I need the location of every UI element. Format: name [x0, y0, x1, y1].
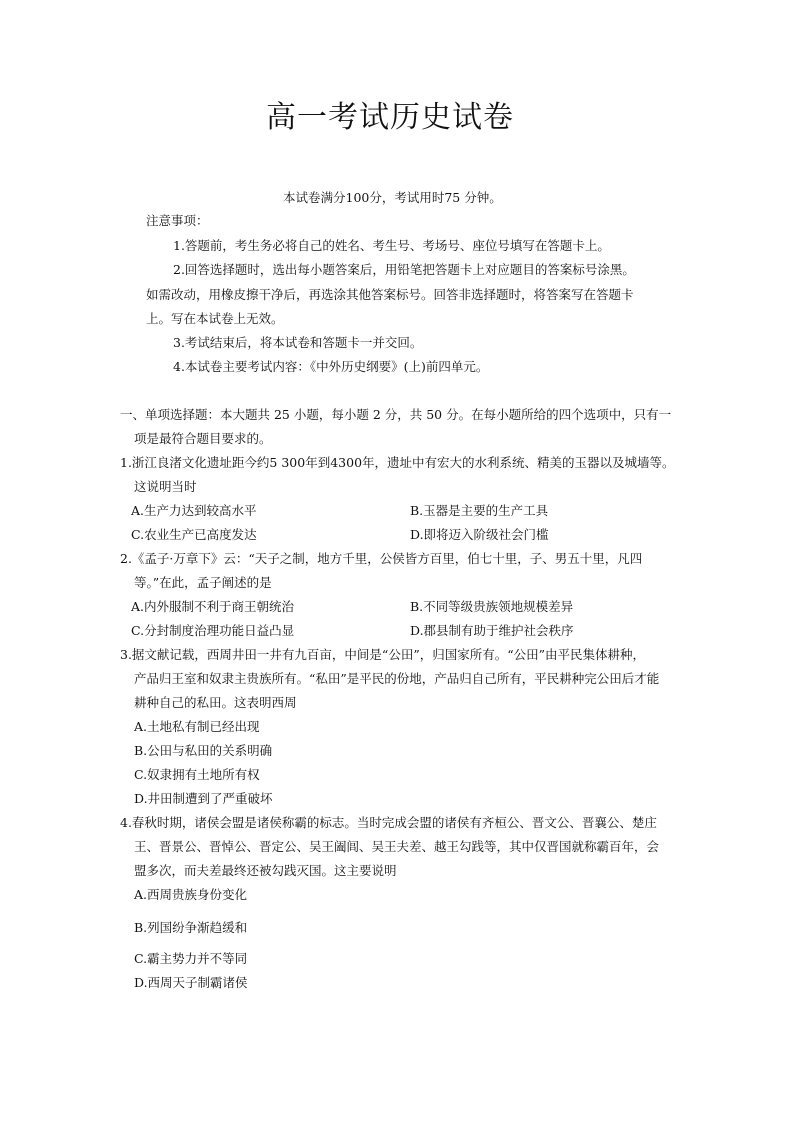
- question-stem-cont: 这说明当时: [134, 479, 197, 494]
- option-a: A.生产力达到较高水平: [131, 503, 257, 518]
- option-c: C.分封制度治理功能日益凸显: [131, 623, 295, 638]
- option-d: D.西周天子制霸诸侯: [134, 975, 248, 990]
- question-stem-cont: 盟多次，而夫差最终还被勾践灭国。这主要说明: [134, 863, 397, 878]
- question-stem-cont: 耕种自己的私田。这表明西周: [134, 695, 297, 710]
- notice-heading: 注意事项：: [146, 213, 209, 228]
- section-heading: 一、单项选择题：本大题共 25 小题，每小题 2 分，共 50 分。在每小题所给的四个选项中，只有一: [120, 407, 672, 422]
- question-stem-cont: 产品归王室和奴隶主贵族所有。“私田”是平民的份地，产品归自己所有，平民耕种完公田后才能: [134, 671, 660, 686]
- notice-item-1: 1.答题前，考生务必将自己的姓名、考生号、考场号、座位号填写在答题卡上。: [173, 238, 610, 253]
- option-c: C.农业生产已高度发达: [131, 527, 257, 542]
- notice-item-4: 4.本试卷主要考试内容：《中外历史纲要》(上)前四单元。: [173, 359, 489, 374]
- question-stem: 1.浙江良渚文化遗址距今约5 300年到4300年，遗址中有宏大的水利系统、精美的玉器以及城墙等。: [120, 455, 675, 470]
- question-stem: 2.《孟子·万章下》云：“天子之制，地方千里，公侯皆方百里，伯七十里，子、男五十里，凡四: [120, 551, 643, 566]
- option-d: D.即将迈入阶级社会门槛: [410, 527, 549, 542]
- notice-item-3: 3.考试结束后，将本试卷和答题卡一并交回。: [173, 335, 423, 350]
- option-b: B.公田与私田的关系明确: [134, 743, 273, 758]
- page-title: 高一考试历史试卷: [266, 100, 514, 135]
- option-d: D.井田制遭到了严重破坏: [134, 791, 273, 806]
- notice-item-2: 2.回答选择题时，选出每小题答案后，用铅笔把答题卡上对应题目的答案标号涂黑。: [173, 262, 635, 277]
- exam-subtitle: 本试卷满分100分，考试用时75 分钟。: [283, 190, 502, 205]
- section-heading-cont: 项是最符合题目要求的。: [134, 431, 272, 446]
- question-stem-cont: 王、晋景公、晋悼公、晋定公、吴王阖闾、吴王夫差、越王勾践等，其中仅晋国就称霸百年，会: [134, 839, 660, 854]
- option-c: C.霸主势力并不等同: [134, 951, 248, 966]
- option-a: A.西周贵族身份变化: [134, 887, 248, 902]
- question-stem: 3.据文献记载，西周井田一井有九百亩，中间是“公田”，归国家所有。“公田”由平民集体耕种，: [120, 647, 645, 662]
- question-stem-cont: 等。”在此，孟子阐述的是: [134, 575, 272, 590]
- question-stem: 4.春秋时期，诸侯会盟是诸侯称霸的标志。当时完成会盟的诸侯有齐桓公、晋文公、晋襄公、楚庄: [120, 815, 657, 830]
- option-b: B.玉器是主要的生产工具: [410, 503, 549, 518]
- notice-item-2-cont: 上。写在本试卷上无效。: [146, 311, 284, 326]
- option-b: B.不同等级贵族领地规模差异: [410, 599, 574, 614]
- notice-item-2-cont: 如需改动，用橡皮擦干净后，再选涂其他答案标号。回答非选择题时，将答案写在答题卡: [146, 287, 634, 302]
- option-c: C.奴隶拥有土地所有权: [134, 767, 260, 782]
- option-a: A.土地私有制已经出现: [134, 719, 260, 734]
- option-d: D.郡县制有助于维护社会秩序: [410, 623, 574, 638]
- option-a: A.内外服制不利于商王朝统治: [131, 599, 295, 614]
- option-b: B.列国纷争渐趋缓和: [134, 920, 248, 935]
